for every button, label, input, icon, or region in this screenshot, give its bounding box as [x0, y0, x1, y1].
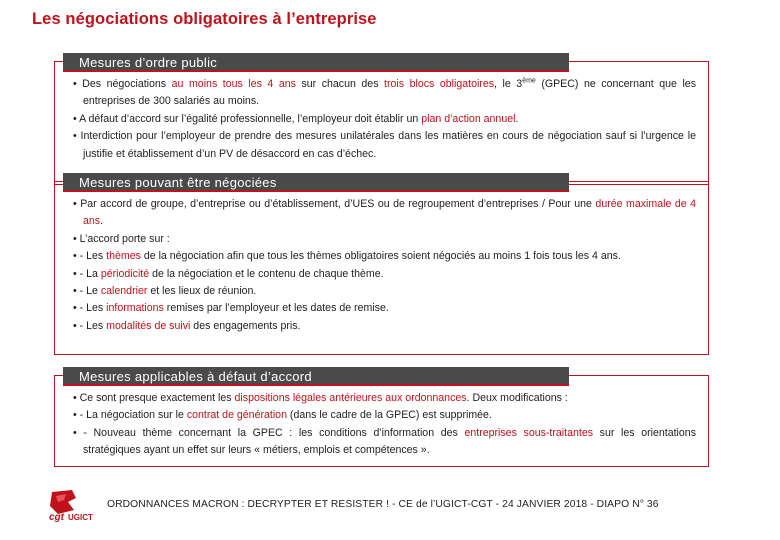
bullet-item	[73, 390, 696, 407]
bullet-text: • - Le	[73, 285, 101, 298]
highlight-text: informations	[106, 302, 164, 315]
bullet-text: .	[515, 112, 519, 125]
bullet-item	[73, 76, 696, 111]
bullet-text: remises par l’employeur et les dates de remise.	[163, 302, 389, 315]
bullet-text: • L’accord porte sur :	[73, 232, 170, 245]
section-defaut-accord	[54, 369, 709, 467]
highlight-text: durée maximale de 4 ans	[83, 198, 696, 228]
bullet-item	[73, 318, 696, 335]
bullet-item	[73, 266, 696, 283]
bullet-text: • A défaut d’accord sur l’égalité professionnelle, l’employeur doit établir un	[73, 112, 422, 125]
bullet-text: • - Les	[73, 302, 107, 315]
bullet-text: • - Nouveau thème concernant la GPEC : les conditions d’information des	[73, 426, 465, 439]
bullet-item	[73, 300, 696, 317]
section-header: Mesures pouvant être négociées	[63, 173, 569, 192]
bullet-text: • Par accord de groupe, d’entreprise ou d’établissement, d’UES ou de regroupement d’entreprises / Pour une	[73, 198, 596, 210]
bullet-text: • Des négociations	[73, 78, 172, 90]
cgt-ugict-logo	[46, 488, 100, 528]
bullet-item	[73, 231, 696, 248]
highlight-text: dispositions légales antérieures aux ordonnances	[234, 392, 467, 404]
section-body	[55, 62, 708, 167]
slide-title: Les négociations obligatoires à l’entreprise	[32, 10, 377, 28]
bullet-item	[73, 111, 696, 128]
svg-text:cgt: cgt	[49, 512, 64, 523]
bullet-text: • - Les	[73, 250, 107, 263]
highlight-text: au moins tous les 4 ans	[171, 78, 296, 90]
section-negociables	[54, 175, 709, 355]
bullet-text: (GPEC) ne concernant que les entreprises de 300 salariés au moins.	[83, 78, 696, 108]
bullet-item	[73, 283, 696, 300]
highlight-text: entreprises sous-traitantes	[464, 426, 594, 439]
section-header: Mesures d’ordre public	[63, 53, 569, 72]
highlight-text: périodicité	[100, 267, 150, 280]
bullet-text: sur chacun des	[295, 78, 385, 90]
bullet-text: • Interdiction pour l’employeur de prendre des mesures unilatérales dans les matières en cours de négociation sauf si l’urgence le justifie et établissement d’un PV de désaccord en cas d’échec.	[73, 130, 696, 160]
bullet-text: de la négociation et le contenu de chaque thème.	[149, 267, 384, 280]
section-body	[55, 376, 708, 464]
highlight-text: trois blocs obligatoires	[384, 78, 495, 90]
bullet-item	[73, 128, 696, 163]
section-body	[55, 182, 708, 339]
bullet-item	[73, 407, 696, 424]
highlight-text: calendrier	[100, 285, 148, 298]
bullet-text: • - La	[73, 267, 101, 280]
bullet-text: .	[100, 215, 104, 228]
highlight-text: plan d’action annuel	[421, 112, 516, 125]
bullet-item	[73, 248, 696, 265]
bullet-text: (dans le cadre de la GPEC) est supprimée.	[286, 409, 492, 422]
bullet-item	[73, 425, 696, 460]
bullet-text: des engagements pris.	[190, 319, 301, 332]
bullet-text: ème	[522, 77, 536, 85]
highlight-text: contrat de génération	[186, 409, 287, 422]
bullet-item	[73, 196, 696, 231]
highlight-text: modalités de suivi	[106, 319, 191, 332]
bullet-text: sur les orientations stratégiques ayant un effet sur leurs « métiers, emplois et compétences ».	[83, 426, 696, 457]
section-ordre-public	[54, 55, 709, 185]
footer-text: ORDONNANCES MACRON : DECRYPTER ET RESISTER ! - CE de l’UGICT-CGT - 24 JANVIER 2018 - DIAPO N° 36	[107, 499, 659, 510]
highlight-text: thèmes	[106, 250, 141, 263]
bullet-text: de la négociation afin que tous les thèmes obligatoires soient négociés au moins 1 fois tous les 4 ans.	[140, 250, 621, 263]
bullet-text: • - La négociation sur le	[73, 409, 187, 422]
section-header: Mesures applicables à défaut d’accord	[63, 367, 569, 386]
svg-text:UGICT: UGICT	[68, 513, 93, 522]
bullet-text: . Deux modifications :	[466, 392, 568, 404]
bullet-text: • - Les	[73, 319, 107, 332]
bullet-text: et les lieux de réunion.	[147, 285, 257, 298]
bullet-text: • Ce sont presque exactement les	[73, 392, 235, 404]
bullet-text: , le 3	[494, 78, 523, 90]
